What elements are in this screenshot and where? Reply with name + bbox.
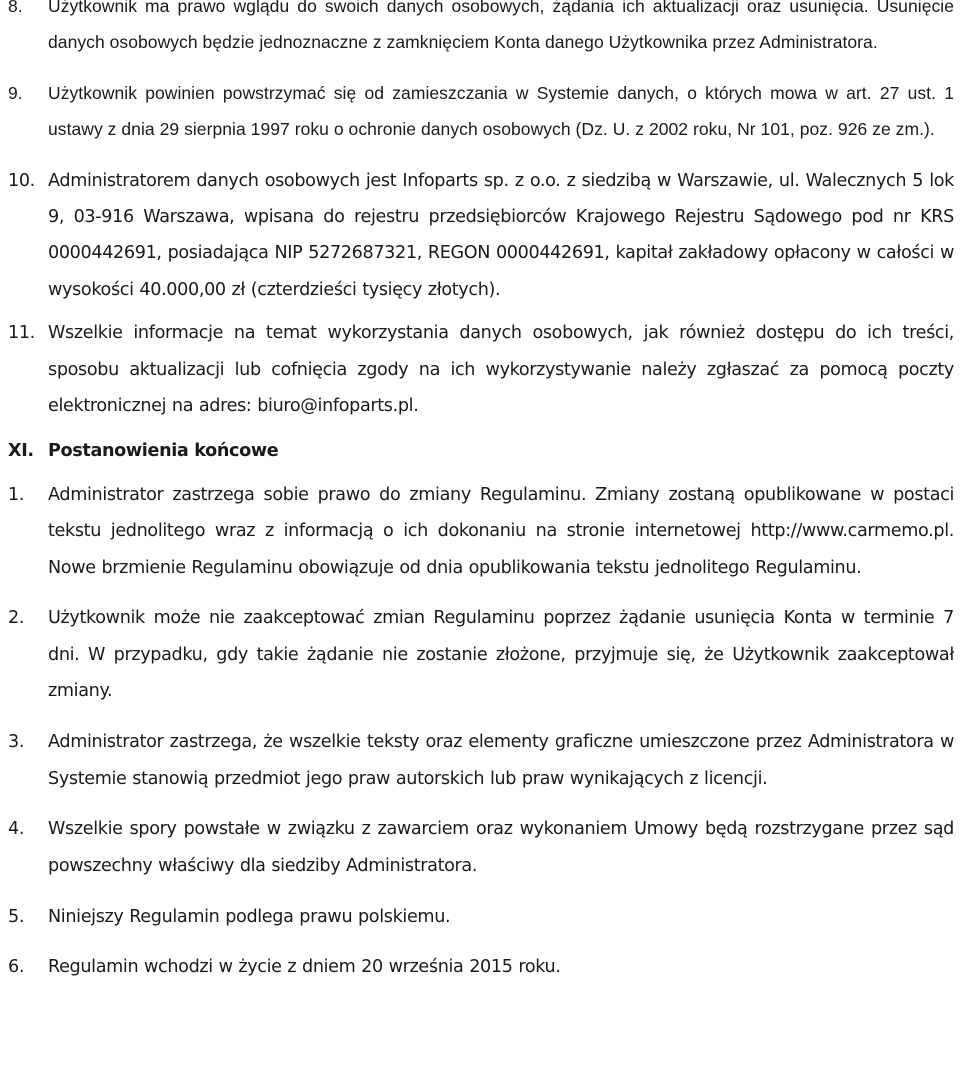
list-item-text: Użytkownik ma prawo wglądu do swoich danych osobowych, żądania ich aktualizacji oraz usunięcia. Usunięcie danych osobowych będzie jednoznaczne z zamknięciem Konta danego Użytkownika przez Administratora. (48, 0, 954, 53)
list-item-text: Administrator zastrzega sobie prawo do zmiany Regulaminu. Zmiany zostaną opublikowane w postaci tekstu jednolitego wraz z informacją o ich dokonaniu na stronie internetowej http://www.carmemo.pl. Nowe brzmienie Regulaminu obowiązuje od dnia opublikowania tekstu jednolitego Regulaminu. (48, 484, 954, 578)
list-item-text: Użytkownik powinien powstrzymać się od zamieszczania w Systemie danych, o których mowa w art. 27 ust. 1 ustawy z dnia 29 sierpnia 1997 roku o ochronie danych osobowych (Dz. U. z 2002 roku, Nr 101, poz. 926 ze zm.). (48, 82, 954, 140)
list-item-text: Wszelkie spory powstałe w związku z zawarciem oraz wykonaniem Umowy będą rozstrzygane przez sąd powszechny właściwy dla siedziby Administratora. (48, 819, 954, 876)
list-item-text: Niniejszy Regulamin podlega prawu polskiemu. (48, 906, 451, 927)
list-item (0, 75, 960, 148)
section-number: XI. (8, 441, 34, 462)
list-item-number: 8. (8, 0, 23, 16)
section-title: Postanowienia końcowe (48, 441, 279, 462)
section-heading (0, 433, 960, 469)
list-item-text: Administrator zastrzega, że wszelkie teksty oraz elementy graficzne umieszczone przez Administratora w Systemie stanowią przedmiot jego praw autorskich lub praw wynikających z licencji. (48, 732, 954, 789)
list-item (0, 600, 960, 709)
list-item (0, 477, 960, 586)
list-item-number: 2. (8, 608, 25, 629)
list-item (0, 315, 960, 424)
list-item (0, 899, 960, 935)
list-item-text: Wszelkie informacje na temat wykorzystania danych osobowych, jak również dostępu do ich treści, sposobu aktualizacji lub cofnięcia zgody na ich wykorzystywanie należy zgłaszać za pomocą poczty elektronicznej na adres: biuro@infoparts.pl. (48, 323, 954, 417)
list-item-number: 1. (8, 484, 25, 505)
list-item-number: 10. (8, 170, 35, 191)
list-item-text: Administratorem danych osobowych jest Infoparts sp. z o.o. z siedzibą w Warszawie, ul. Walecznych 5 lok 9, 03-916 Warszawa, wpisana do rejestru przedsiębiorców Krajowego Rejestru Sądowego pod nr KRS 0000442691, posiadająca NIP 5272687321, REGON 0000442691, kapitał zakładowy opłacony w całości w wysokości 40.000,00 zł (czterdzieści tysięcy złotych). (48, 170, 954, 300)
list-item-number: 11. (8, 323, 35, 344)
list-item-number: 6. (8, 957, 25, 978)
list-item (0, 724, 960, 797)
list-item-text: Użytkownik może nie zaakceptować zmian Regulaminu poprzez żądanie usunięcia Konta w terminie 7 dni. W przypadku, gdy takie żądanie nie zostanie złożone, przyjmuje się, że Użytkownik zaakceptował zmiany. (48, 608, 954, 701)
list-item-text: Regulamin wchodzi w życie z dniem 20 września 2015 roku. (48, 957, 561, 978)
list-item-number: 5. (8, 906, 25, 927)
list-item (0, 0, 960, 61)
list-item (0, 163, 960, 309)
list-item-number: 9. (8, 82, 23, 103)
list-item-number: 4. (8, 819, 25, 840)
list-item (0, 811, 960, 884)
list-item-number: 3. (8, 732, 25, 753)
list-item (0, 949, 960, 985)
